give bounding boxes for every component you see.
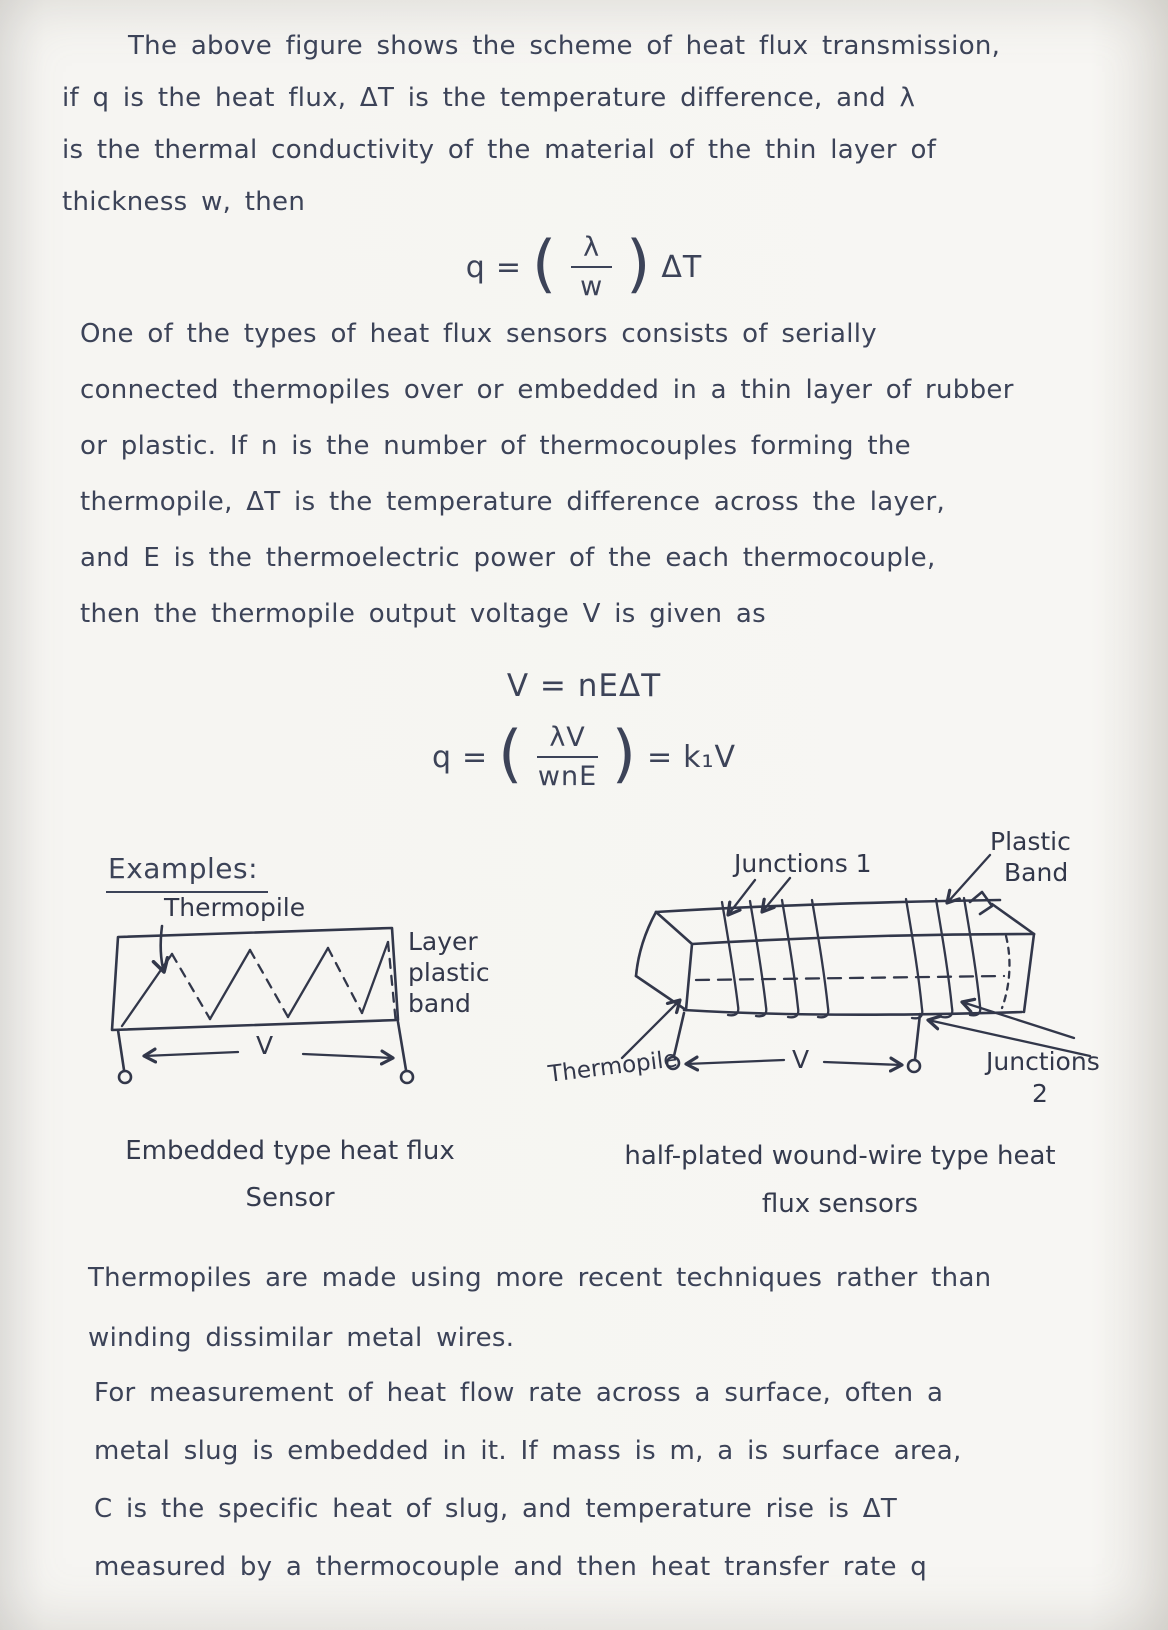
formula-voltage xyxy=(0,668,1168,704)
voltage-arrow-left xyxy=(144,1052,238,1056)
embedded-sensor-diagram xyxy=(88,880,540,1095)
center-dashed-line xyxy=(696,976,1004,980)
junctions2-number: 2 xyxy=(1032,1079,1048,1108)
zigzag-down-dashed xyxy=(250,950,288,1017)
wire-loop xyxy=(812,900,828,1017)
plastic-band-corner xyxy=(970,892,992,914)
caption-line: flux sensors xyxy=(761,1189,919,1219)
fraction xyxy=(571,232,612,302)
paragraph-line: measured by a thermocouple and then heat transfer rate q xyxy=(94,1552,928,1582)
right-lead-wire xyxy=(398,1022,406,1070)
equals-sign: = xyxy=(646,739,674,775)
paragraph-line: is the thermal conductivity of the material of the thin layer of xyxy=(62,135,937,165)
fraction-numerator: λV xyxy=(537,722,597,758)
paragraph-line: For measurement of heat flow rate across a surface, often a xyxy=(94,1378,944,1408)
left-back-edge xyxy=(636,912,656,976)
left-bottom-edge xyxy=(636,976,686,1010)
caption-line: Embedded type heat flux xyxy=(125,1136,455,1166)
junctions2-label: Junctions xyxy=(986,1047,1100,1076)
formula-lhs: q xyxy=(431,739,452,775)
zigzag-up xyxy=(122,954,172,1026)
label-line: Band xyxy=(1004,858,1069,887)
layer-plastic-band-label xyxy=(408,926,490,1019)
wire-loop xyxy=(782,900,798,1017)
wire-loop xyxy=(964,898,980,1015)
paragraph-intro xyxy=(62,20,1000,228)
zigzag-down-dashed xyxy=(328,948,362,1013)
paragraph-slug-measurement xyxy=(94,1364,962,1596)
paragraph-line: thickness w, then xyxy=(62,187,306,217)
paragraph-line: The above figure shows the scheme of heat flux transmission, xyxy=(128,31,1001,61)
left-lead-wire xyxy=(118,1030,124,1070)
caption-line: Sensor xyxy=(245,1183,335,1213)
zigzag-down-dashed xyxy=(172,954,210,1019)
voltage-arrow-right xyxy=(303,1054,393,1058)
paragraph-line: metal slug is embedded in it. If mass is m, a is surface area, xyxy=(94,1436,962,1466)
wire-loop xyxy=(936,899,952,1017)
paragraph-line: connected thermopiles over or embedded in a thin layer of rubber xyxy=(80,375,1014,405)
voltage-arrow-left xyxy=(686,1060,784,1064)
fraction-numerator: λ xyxy=(571,232,612,268)
voltage-label: V xyxy=(792,1045,810,1074)
wound-wire-sensor-caption xyxy=(540,1132,1140,1228)
formula-rhs: k₁V xyxy=(683,739,737,775)
label-line: Plastic xyxy=(990,827,1071,856)
bar-outline xyxy=(636,892,1034,1015)
equals-sign: = xyxy=(461,739,489,775)
junctions1-label: Junctions 1 xyxy=(734,849,872,878)
wire-loop xyxy=(750,901,766,1016)
paragraph-line: C is the specific heat of slug, and temperature rise is ΔT xyxy=(94,1494,898,1524)
zigzag-up xyxy=(210,950,250,1019)
paragraph-line: winding dissimilar metal wires. xyxy=(88,1323,515,1353)
caption-line: half-plated wound-wire type heat xyxy=(624,1141,1056,1171)
fraction-denominator: wnE xyxy=(537,761,598,793)
embedded-sensor-caption xyxy=(70,1128,510,1222)
paragraph-line: if q is the heat flux, ΔT is the temperature difference, and λ xyxy=(62,83,916,113)
wire-loop xyxy=(722,902,738,1015)
fraction xyxy=(537,722,597,792)
open-paren: ( xyxy=(498,717,524,791)
examples-heading: Examples: xyxy=(106,852,268,893)
wound-wires xyxy=(722,898,980,1018)
close-paren: ) xyxy=(611,717,637,791)
right-edge xyxy=(1024,934,1034,1012)
paragraph-line: Thermopiles are made using more recent techniques rather than xyxy=(88,1263,992,1293)
close-paren: ) xyxy=(626,227,652,301)
zigzag-up xyxy=(288,948,328,1017)
formula-heat-flux-voltage xyxy=(0,717,1168,793)
wound-wire-sensor-diagram xyxy=(534,808,1164,1108)
right-lead-wire xyxy=(915,1014,920,1059)
paragraph-line: then the thermopile output voltage V is given as xyxy=(80,599,766,629)
left-terminal xyxy=(119,1071,131,1083)
label-line: band xyxy=(408,989,471,1018)
paragraph-line: One of the types of heat flux sensors consists of serially xyxy=(80,319,877,349)
formula-heat-flux xyxy=(0,227,1168,303)
wire-loop xyxy=(906,899,922,1018)
paragraph-thermopile xyxy=(80,306,1014,642)
paragraph-line: and E is the thermoelectric power of the each thermocouple, xyxy=(80,543,936,573)
right-terminal xyxy=(908,1060,920,1072)
formula-rhs: ΔT xyxy=(661,249,703,285)
paragraph-line: thermopile, ΔT is the temperature difference across the layer, xyxy=(80,487,946,517)
plastic-band-label xyxy=(990,826,1071,888)
thermopile-label: Thermopile xyxy=(546,1046,679,1088)
top-right-edge xyxy=(992,904,1034,934)
formula-text: V = nEΔT xyxy=(506,668,662,704)
open-paren: ( xyxy=(531,227,558,301)
left-top-edge xyxy=(656,912,692,944)
label-line: Layer xyxy=(408,927,478,956)
right-terminal xyxy=(401,1071,413,1083)
equals-sign: = xyxy=(495,249,522,285)
front-top-edge xyxy=(692,934,1034,944)
junction2-arrow xyxy=(962,1002,1074,1038)
zigzag-up xyxy=(362,942,388,1013)
thermopile-zigzag xyxy=(122,942,396,1026)
voltage-label: V xyxy=(256,1031,274,1060)
paragraph-techniques xyxy=(88,1248,991,1368)
fraction-denominator: w xyxy=(580,271,604,303)
hidden-right-edge xyxy=(1002,936,1009,1008)
left-front-edge xyxy=(686,944,692,1010)
voltage-arrow-right xyxy=(824,1062,902,1065)
label-line: plastic xyxy=(408,958,490,987)
paragraph-line: or plastic. If n is the number of thermocouples forming the xyxy=(80,431,911,461)
thermopile-label: Thermopile xyxy=(164,893,306,922)
formula-lhs: q xyxy=(465,249,486,285)
